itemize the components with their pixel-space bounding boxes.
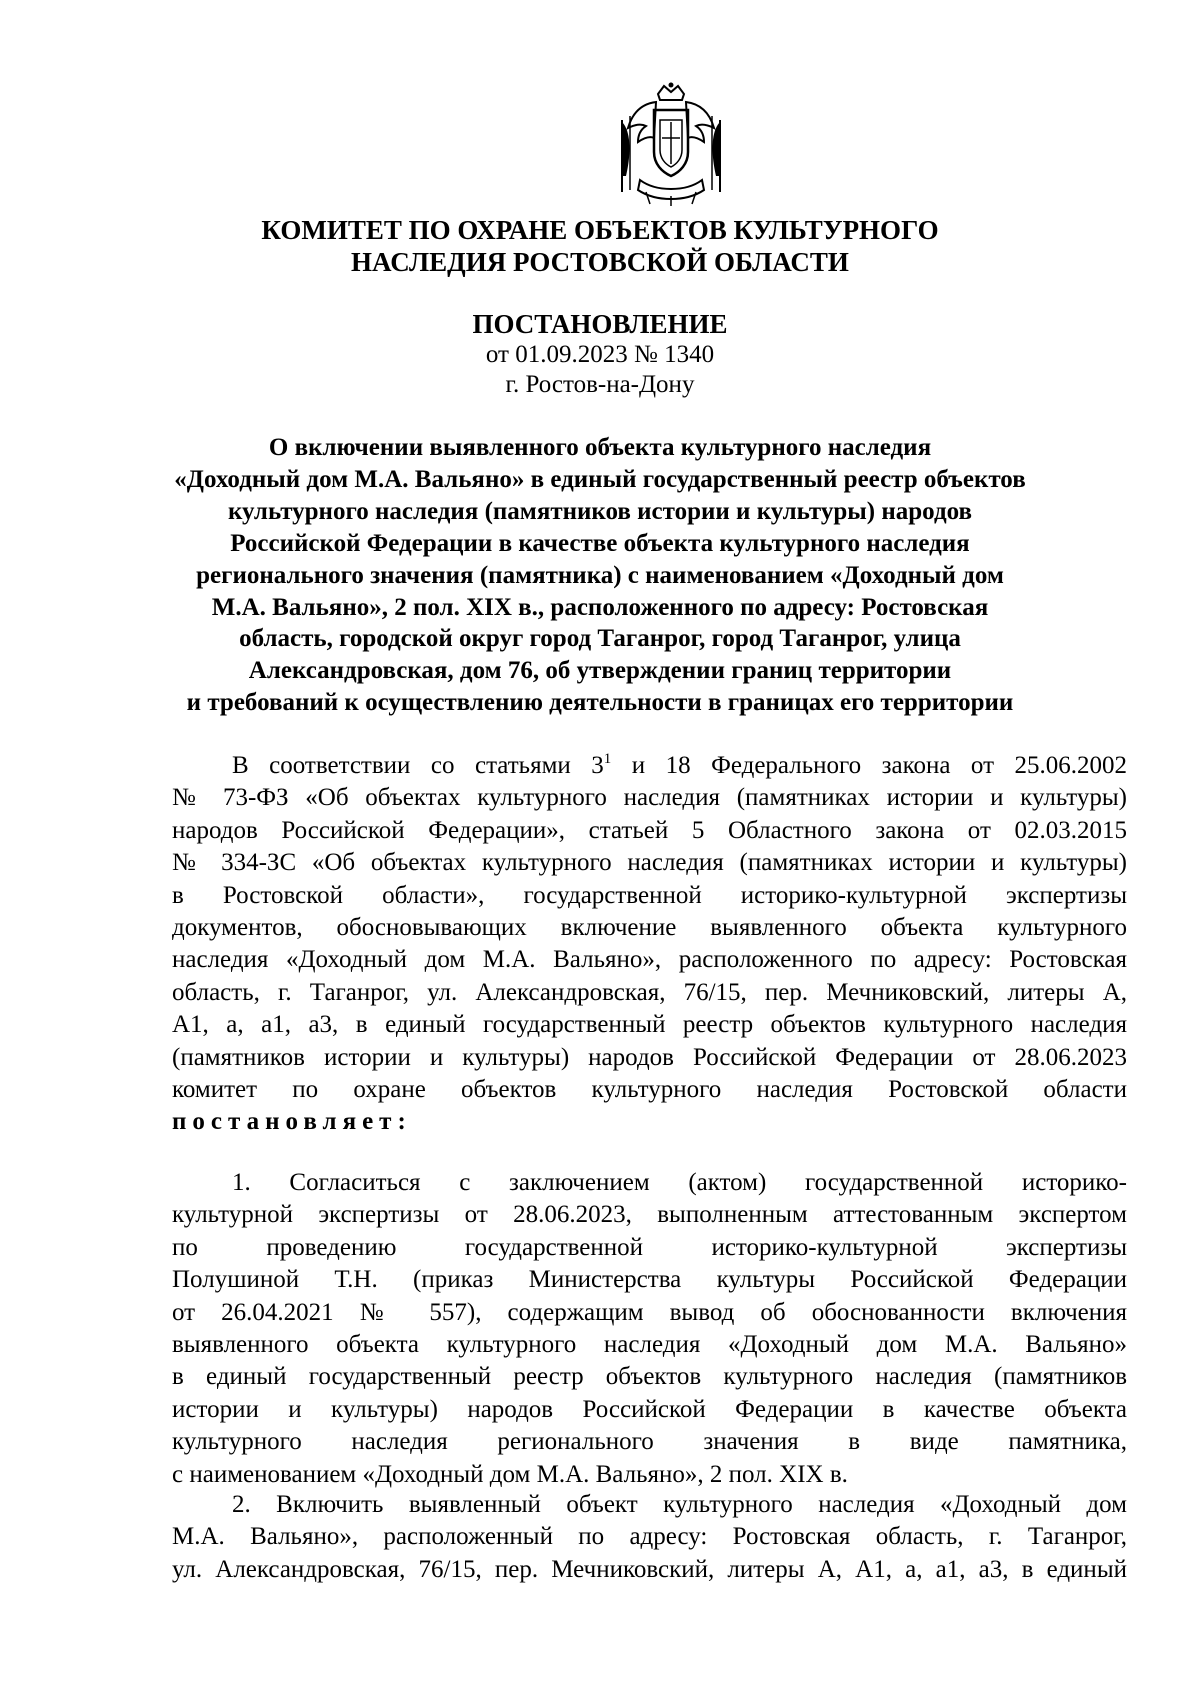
preamble-line: документов, обосновывающих включение выявленного объекта культурного: [172, 913, 1127, 941]
item-1-line: 1. Согласиться с заключением (актом) государственной историко-: [232, 1169, 1127, 1196]
preamble-line: в Ростовской области», государственной историко-культурной экспертизы: [172, 881, 1127, 909]
preamble-line: [172, 750, 1127, 782]
item-2-line: М.А. Вальяно», расположенный по адресу: Ростовская область, г. Таганрог,: [172, 1523, 1127, 1551]
organization-name-line-1: КОМИТЕТ ПО ОХРАНЕ ОБЪЕКТОВ КУЛЬТУРНОГО: [261, 215, 939, 245]
item-1-line: с наименованием «Доходный дом М.А. Вальяно», 2 пол. XIX в.: [172, 1460, 848, 1488]
title-line: культурного наследия (памятников истории и культуры) народов: [227, 497, 972, 525]
item-1-line: в единый государственный реестр объектов культурного наследия (памятников: [172, 1363, 1127, 1391]
preamble-line: народов Российской Федерации», статьей 5 Областного закона от 02.03.2015: [172, 816, 1127, 844]
item-1-line: от 26.04.2021 № 557), содержащим вывод об обоснованности включения: [172, 1298, 1127, 1326]
title-line: Российской Федерации в качестве объекта культурного наследия: [230, 529, 970, 557]
article-superscript: 1: [603, 751, 612, 767]
preamble-line: А1, а, а1, а3, в единый государственный реестр объектов культурного наследия: [172, 1011, 1127, 1039]
title-line: и требований к осуществлению деятельности в границах его территории: [186, 689, 1014, 717]
preamble-line: комитет по охране объектов культурного наследия Ростовской области: [172, 1075, 1127, 1103]
document-city: г. Ростов-на-Дону: [505, 371, 695, 398]
title-line: М.А. Вальяно», 2 пол. XIX в., расположенного по адресу: Ростовская: [211, 593, 989, 621]
title-line: регионального значения (памятника) с наименованием «Доходный дом: [196, 561, 1004, 589]
preamble-line: наследия «Доходный дом М.А. Вальяно», расположенного по адресу: Ростовская: [172, 946, 1127, 974]
item-1-line: истории и культуры) народов Российской Федерации в качестве объекта: [172, 1395, 1127, 1423]
item-1-line: культурного наследия регионального значения в виде памятника,: [172, 1428, 1127, 1456]
document-date-number: от 01.09.2023 № 1340: [485, 341, 715, 368]
item-1-paragraph: [172, 1167, 1127, 1491]
item-1-line: по проведению государственной историко-культурной экспертизы: [172, 1233, 1127, 1261]
title-line: Александровская, дом 76, об утверждении границ территории: [248, 657, 952, 685]
preamble-line-end: и 18 Федерального закона от 25.06.2002: [611, 752, 1127, 779]
title-line: О включении выявленного объекта культурного наследия: [268, 434, 932, 461]
organization-name: [160, 214, 1040, 278]
title-line: «Доходный дом М.А. Вальяно» в единый государственный реестр объектов: [174, 465, 1026, 493]
item-2-line: ул. Александровская, 76/15, пер. Мечниковский, литеры А, А1, а, а1, а3, в единый: [172, 1555, 1127, 1583]
item-2-line: 2. Включить выявленный объект культурного наследия «Доходный дом: [232, 1491, 1127, 1518]
resolve-word: постановляет:: [172, 1108, 412, 1136]
document-type: ПОСТАНОВЛЕНИЕ: [472, 309, 728, 339]
coat-of-arms-icon: [616, 80, 726, 208]
preamble-paragraph: [172, 750, 1127, 1139]
item-1-line: выявленного объекта культурного наследия «Доходный дом М.А. Вальяно»: [172, 1330, 1127, 1358]
item-1-line: Полушиной Т.Н. (приказ Министерства культуры Российской Федерации: [172, 1266, 1127, 1294]
title-line: область, городской округ город Таганрог, город Таганрог, улица: [239, 625, 961, 653]
preamble-line: № 334-ЗС «Об объектах культурного наследия (памятниках истории и культуры): [172, 849, 1127, 877]
preamble-line-start: В соответствии со статьями 3: [232, 752, 604, 779]
preamble-line: область, г. Таганрог, ул. Александровская, 76/15, пер. Мечниковский, литеры А,: [172, 978, 1127, 1006]
item-2-paragraph: [172, 1489, 1127, 1586]
preamble-line: № 73-ФЗ «Об объектах культурного наследия (памятниках истории и культуры): [172, 784, 1127, 812]
organization-name-line-2: НАСЛЕДИЯ РОСТОВСКОЙ ОБЛАСТИ: [351, 247, 849, 277]
document-title: [160, 432, 1040, 719]
preamble-line: (памятников истории и культуры) народов Российской Федерации от 28.06.2023: [172, 1043, 1127, 1071]
item-1-line: культурной экспертизы от 28.06.2023, выполненным аттестованным экспертом: [172, 1201, 1127, 1229]
